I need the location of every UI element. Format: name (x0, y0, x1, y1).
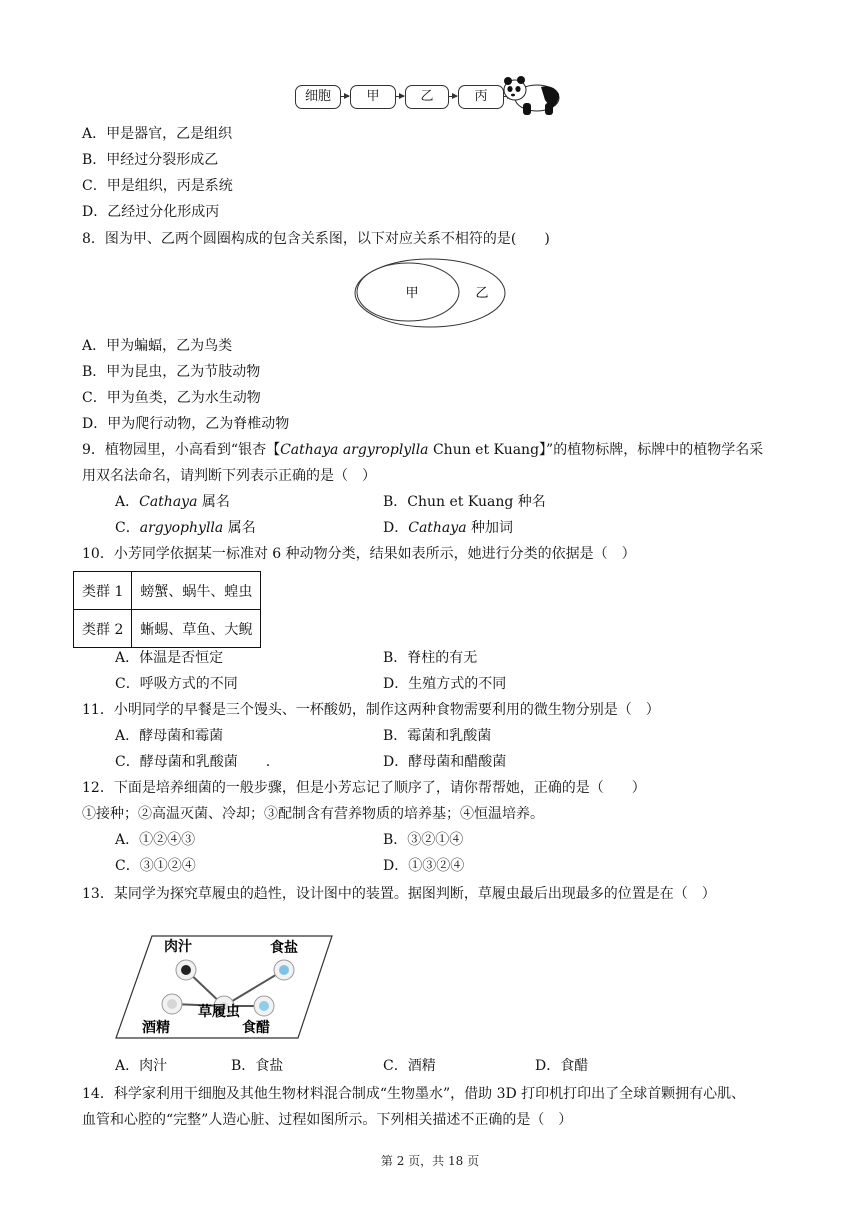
q12-option-d: D．①③②④ (383, 858, 465, 874)
q11-option-a: A．酵母菌和霉菌 (115, 728, 224, 744)
q9-option-d: D．Cathaya 种加词 (383, 520, 513, 536)
page-footer: 第 2 页，共 18 页 (380, 1154, 480, 1168)
q14-stem-line2: 血管和心腔的“完整”人造心脏、过程如图所示。下列相关描述不正确的是（ ） (82, 1112, 573, 1128)
table-row (74, 610, 261, 648)
q10-stem: 10．小芳同学依据某一标准对 6 种动物分类，结果如表所示，她进行分类的依据是（ ） (82, 546, 636, 562)
table-cell: 螃蟹、蜗牛、蝗虫 (132, 572, 261, 610)
label-meat-juice: 肉汁 (164, 939, 192, 955)
circle-label-inner: 甲 (405, 286, 419, 301)
q9-option-b: B．Chun et Kuang 种名 (383, 494, 546, 510)
q10-option-c: C．呼吸方式的不同 (115, 676, 238, 692)
q7-option-a: A．甲是器官，乙是组织 (82, 126, 233, 142)
q13-stem: 13．某同学为探究草履虫的趋性，设计图中的装置。据图判断，草履虫最后出现最多的位置是在（ ） (82, 886, 716, 902)
q9-option-a: A．Cathaya 属名 (115, 494, 230, 510)
q14-stem-line1: 14．科学家利用干细胞及其他生物材料混合制成“生物墨水”，借助 3D 打印机打印出了全球首颗拥有心肌、 (82, 1086, 746, 1102)
flow-arrow (449, 96, 457, 97)
q9-stem-line2: 用双名法命名，请判断下列表示正确的是（ ） (82, 468, 376, 484)
classification-table (73, 571, 261, 648)
flow-box-jia: 甲 (350, 85, 396, 109)
q12-option-c: C．③①②④ (115, 858, 196, 874)
paramecium-experiment-diagram (112, 934, 336, 1042)
q10-option-b: B．脊柱的有无 (383, 650, 478, 666)
table-row (74, 572, 261, 610)
q12-stem: 12．下面是培养细菌的一般步骤，但是小芳忘记了顺序了，请你帮帮她，正确的是（ ） (82, 780, 646, 796)
flow-box-yi: 乙 (405, 85, 449, 109)
label-paramecium: 草履虫 (198, 1004, 240, 1020)
q7-option-d: D．乙经过分化形成丙 (82, 204, 220, 220)
q10-option-d: D．生殖方式的不同 (383, 676, 507, 692)
panda-icon (501, 70, 565, 116)
q13-option-a: A．肉汁 (115, 1058, 168, 1074)
q8-option-c: C．甲为鱼类，乙为水生动物 (82, 390, 261, 406)
label-salt: 食盐 (270, 940, 298, 956)
flow-box-bing: 丙 (458, 85, 504, 109)
q11-option-b: B．霉菌和乳酸菌 (383, 728, 492, 744)
q11-option-c: C．酵母菌和乳酸菌 . (115, 754, 271, 770)
q10-option-a: A．体温是否恒定 (115, 650, 224, 666)
q13-option-d: D．食醋 (535, 1058, 589, 1074)
label-vinegar: 食醋 (242, 1020, 270, 1036)
q9-stem-line1: 9．植物园里，小高看到“银杏【Cathaya argyroplylla Chun et Kuang】”的植物标牌，标牌中的植物学名采 (82, 442, 764, 458)
q7-option-b: B．甲经过分裂形成乙 (82, 152, 219, 168)
q8-option-b: B．甲为昆虫，乙为节肢动物 (82, 364, 261, 380)
table-cell: 类群 1 (74, 572, 132, 610)
q12-option-a: A．①②④③ (115, 832, 196, 848)
inclusion-circle-diagram (350, 258, 510, 332)
table-cell: 蜥蜴、草鱼、大鲵 (132, 610, 261, 648)
q11-stem: 11．小明同学的早餐是三个馒头、一杯酸奶，制作这两种食物需要利用的微生物分别是（ ） (82, 702, 660, 718)
label-alcohol: 酒精 (142, 1020, 170, 1036)
flow-arrow (341, 96, 349, 97)
q8-stem: 8．图为甲、乙两个圆圈构成的包含关系图，以下对应关系不相符的是( ) (82, 231, 550, 247)
q8-option-d: D．甲为爬行动物，乙为脊椎动物 (82, 416, 290, 432)
q13-option-c: C．酒精 (383, 1058, 436, 1074)
q12-steps: ①接种；②高温灭菌、冷却；③配制含有营养物质的培养基；④恒温培养。 (82, 806, 544, 822)
q9-option-c: C．argyophylla 属名 (115, 520, 256, 536)
circle-label-outer: 乙 (475, 286, 489, 301)
table-cell: 类群 2 (74, 610, 132, 648)
q11-option-d: D．酵母菌和醋酸菌 (383, 754, 507, 770)
flow-box-cell: 细胞 (295, 85, 341, 109)
q8-option-a: A．甲为蝙蝠，乙为鸟类 (82, 338, 233, 354)
q7-option-c: C．甲是组织，丙是系统 (82, 178, 233, 194)
flow-arrow (396, 96, 404, 97)
q12-option-b: B．③②①④ (383, 832, 464, 848)
q13-option-b: B．食盐 (231, 1058, 284, 1074)
